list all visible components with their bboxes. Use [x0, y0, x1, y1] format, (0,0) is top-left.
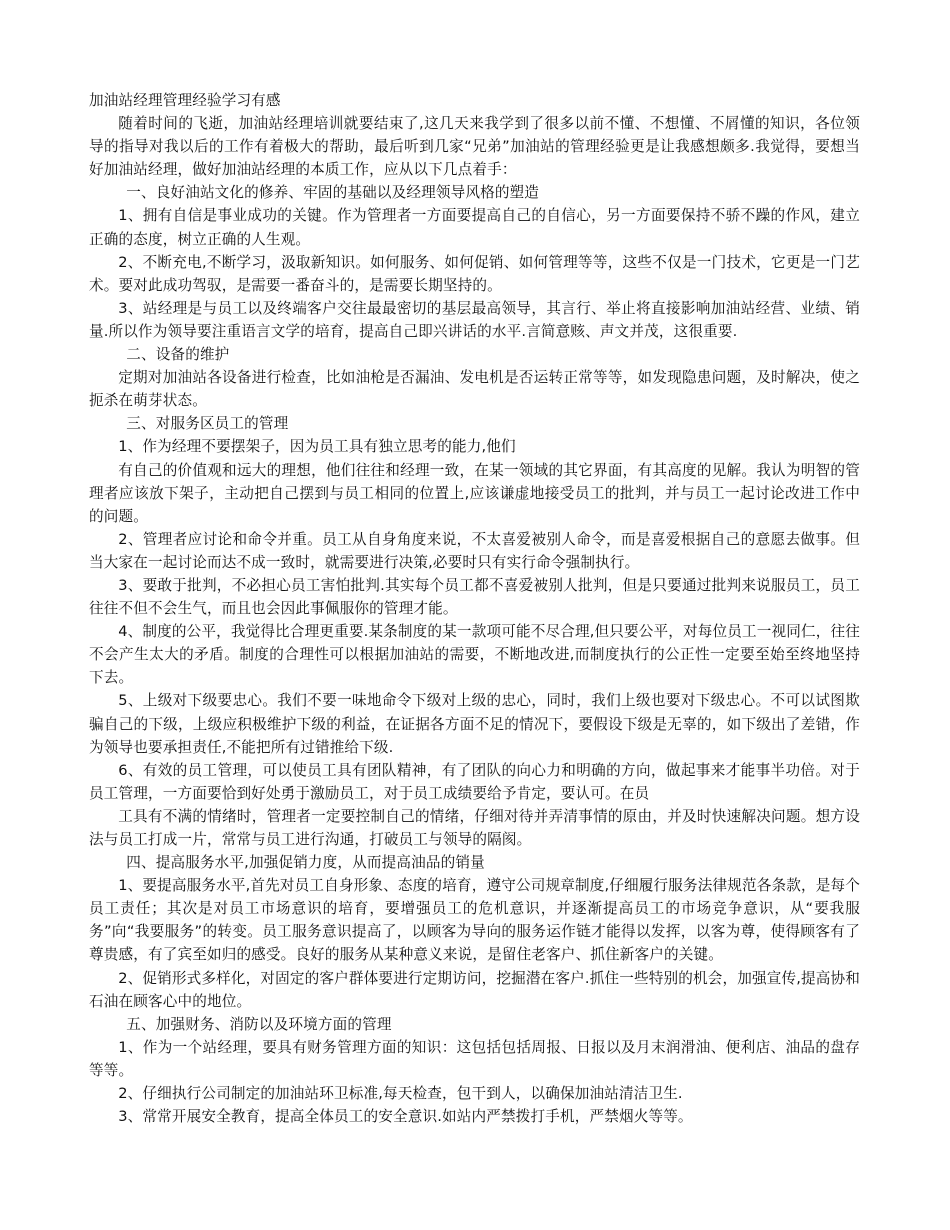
paragraph-3-1-cont: 有自己的价值观和远大的理想，他们往往和经理一致，在某一领域的其它界面，有其高度的见解。我认为明智的管理者应该放下架子，主动把自己摆到与员工相同的位置上,应该谦虚地接受员工的批判，并与员工一起讨论改进工作中的问题。: [89, 461, 860, 525]
paragraph-4-2: 2、促销形式多样化，对固定的客户群体要进行定期访问，挖掘潜在客户.抓住一些特别的机会，加强宣传,提高协和石油在顾客心中的地位。: [89, 969, 860, 1010]
paragraph-2-1: 定期对加油站各设备进行检查，比如油枪是否漏油、发电机是否运转正常等等，如发现隐患问题，及时解决，使之扼杀在萌芽状态。: [89, 369, 860, 410]
paragraph-3-1: 1、作为经理不要摆架子，因为员工具有独立思考的能力,他们: [118, 438, 516, 456]
paragraph-5-1: 1、作为一个站经理，要具有财务管理方面的知识：这包括包括周报、日报以及月末润滑油、便利店、油品的盘存等等。: [89, 1038, 860, 1079]
paragraph-5-3: 3、常常开展安全教育，提高全体员工的安全意识.如站内严禁拨打手机，严禁烟火等等。: [118, 1108, 693, 1126]
paragraph-3-2: 2、管理者应讨论和命令并重。员工从自身角度来说，不太喜爱被别人命令，而是喜爱根据自己的意愿去做事。但当大家在一起讨论而达不成一致时，就需要进行决策,必要时只有实行命令强制执行。: [89, 530, 860, 571]
intro-paragraph: 随着时间的飞逝，加油站经理培训就要结束了,这几天来我学到了很多以前不懂、不想懂、不屑懂的知识，各位领导的指导对我以后的工作有着极大的帮助，最后听到几家“兄弟”加油站的管理经验更是让我感想颇多.我觉得，要想当好加油站经理，做好加油站经理的本质工作，应从以下几点着手：: [89, 115, 860, 179]
paragraph-3-6-cont: 工具有不满的情绪时，管理者一定要控制自己的情绪，仔细对待并弄清事情的原由，并及时快速解决问题。想方设法与员工打成一片，常常与员工进行沟通，打破员工与领导的隔阂。: [89, 807, 860, 848]
section-heading-4: 四、提高服务水平,加强促销力度，从而提高油品的销量: [126, 854, 485, 872]
section-heading-5: 五、加强财务、消防以及环境方面的管理: [126, 1015, 392, 1033]
paragraph-4-1: 1、要提高服务水平,首先对员工自身形象、态度的培育，遵守公司规章制度,仔细履行服务法律规范各条款，是每个员工责任；其次是对员工市场意识的培育，要增强员工的危机意识，并逐渐提高员工的市场竞争意识，从“要我服务”向“我要服务”的转变。员工服务意识提高了，以顾客为导向的服务运作链才能得以发挥，以客为尊，使得顾客有了尊贵感，有了宾至如归的感受。良好的服务从某种意义来说，是留住老客户、抓住新客户的关键。: [89, 877, 860, 964]
document-title: 加油站经理管理经验学习有感: [89, 92, 281, 109]
paragraph-3-6: 6、有效的员工管理，可以使员工具有团队精神，有了团队的向心力和明确的方向，做起事来才能事半功倍。对于员工管理，一方面要恰到好处勇于激励员工，对于员工成绩要给予肯定，要认可。在员: [89, 761, 860, 802]
paragraph-3-5: 5、上级对下级要忠心。我们不要一味地命令下级对上级的忠心，同时，我们上级也要对下级忠心。不可以试图欺骗自己的下级，上级应积极维护下级的利益，在证据各方面不足的情况下，要假设下级是无辜的，如下级出了差错，作为领导也要承担责任,不能把所有过错推给下级.: [89, 692, 860, 756]
section-heading-3: 三、对服务区员工的管理: [126, 415, 289, 433]
paragraph-1-3: 3、站经理是与员工以及终端客户交往最最密切的基层最高领导，其言行、举止将直接影响加油站经营、业绩、销量.所以作为领导要注重语言文学的培育，提高自己即兴讲话的水平.言简意赅、声文并茂，这很重要.: [89, 299, 860, 340]
paragraph-3-4: 4、制度的公平，我觉得比合理更重要.某条制度的某一款项可能不尽合理,但只要公平，对每位员工一视同仁，往往不会产生太大的矛盾。制度的合理性可以根据加油站的需要，不断地改进,而制度执行的公正性一定要至始至终地坚持下去。: [89, 623, 860, 687]
paragraph-5-2: 2、仔细执行公司制定的加油站环卫标准,每天检查，包干到人，以确保加油站清洁卫生.: [118, 1085, 683, 1103]
paragraph-1-2: 2、不断充电,不断学习，汲取新知识。如何服务、如何促销、如何管理等等，这些不仅是一门技术，它更是一门艺术。要对此成功驾驭，是需要一番奋斗的，是需要长期坚持的。: [89, 253, 860, 294]
section-heading-1: 一、良好油站文化的修养、牢固的基础以及经理领导风格的塑造: [126, 184, 540, 202]
section-heading-2: 二、设备的维护: [126, 346, 230, 364]
paragraph-3-3: 3、要敢于批判，不必担心员工害怕批判.其实每个员工都不喜爱被别人批判，但是只要通过批判来说服员工，员工往往不但不会生气，而且也会因此事佩服你的管理才能。: [89, 576, 860, 618]
paragraph-1-1: 1、拥有自信是事业成功的关键。作为管理者一方面要提高自己的自信心，另一方面要保持不骄不躁的作风，建立正确的态度，树立正确的人生观。: [89, 207, 860, 248]
